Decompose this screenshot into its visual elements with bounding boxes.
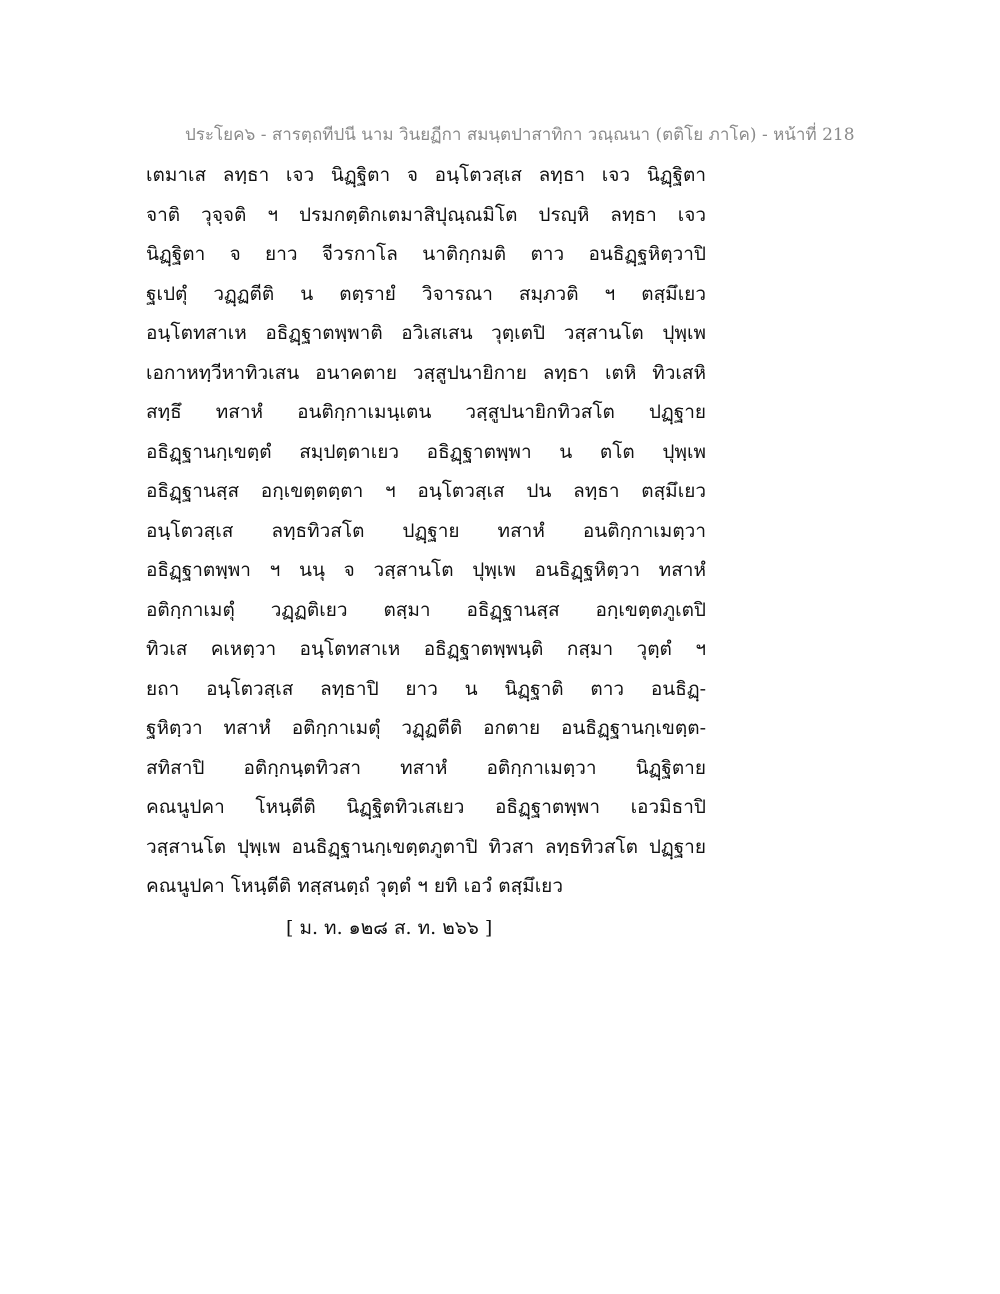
text-line: ฐเปตุํ วฏฺฏตีติ น ตตฺรายํ วิจารณา สมฺภวติ ฯ ตสฺมึเยว: [146, 282, 706, 305]
text-line: คณนูปคา โหนฺตีติ นิฏฺฐิตทิวเสเยว อธิฏฺฐาตพฺพา เอวมิธาปิ: [146, 796, 706, 818]
text-line: อนฺโตทสาเห อธิฏฺฐาตพฺพาติ อวิเสเสน วุตฺเตปิ วสฺสานโต ปุพฺเพ: [146, 322, 706, 344]
running-header: ประโยค๖ - สารตฺถทีปนี นาม วินยฏีกา สมนฺตปาสาทิกา วณฺณนา (ตติโย ภาโค) - หน้าที่ 218: [185, 125, 855, 145]
text-line: อนฺโตวสฺเส ลทฺธทิวสโต ปฏฺฐาย ทสาหํ อนติกฺกาเมตฺวา: [146, 519, 706, 542]
text-line: นิฏฺฐิตา จ ยาว จีวรกาโล นาติกฺกมติ ตาว อนธิฏฺฐหิตฺวาปิ: [146, 243, 706, 265]
text-line: สทฺธึ ทสาหํ อนติกฺกาเมนฺเตน วสฺสูปนายิกทิวสโต ปฏฺฐาย: [146, 401, 706, 423]
text-line: เอกาหทฺวีหาทิวเสน อนาคตาย วสฺสูปนายิกาย ลทฺธา เตหิ ทิวเสหิ: [146, 361, 706, 384]
text-line: จาติ วุจฺจติ ฯ ปรมกตฺติกเตมาสิปุณฺณมิโต ปรญฺหิ ลทฺธา เจว: [146, 203, 706, 226]
text-line: เตมาเส ลทฺธา เจว นิฏฺฐิตา จ อนฺโตวสฺเส ลทฺธา เจว นิฏฺฐิตา: [146, 164, 706, 186]
text-line: อธิฏฺฐาตพฺพา ฯ นนุ จ วสฺสานโต ปุพฺเพ อนธิฏฺฐหิตฺวา ทสาหํ: [146, 559, 706, 581]
text-line: สทิสาปิ อติกฺกนฺตทิวสา ทสาหํ อติกฺกาเมตฺวา นิฏฺฐิตาย: [146, 756, 706, 779]
text-line: ฐหิตฺวา ทสาหํ อติกฺกาเมตุํ วฏฺฏตีติ อกตาย อนธิฏฺฐานกฺเขตฺต-: [146, 717, 706, 739]
text-line: อติกฺกาเมตุํ วฏฺฏติเยว ตสฺมา อธิฏฺฐานสฺส อกฺเขตฺตภูเตปิ: [146, 598, 706, 621]
text-line: ยถา อนฺโตวสฺเส ลทฺธาปิ ยาว น นิฏฺฐาติ ตาว อนธิฏฺ-: [146, 677, 706, 700]
text-line: อธิฏฺฐานสฺส อกฺเขตฺตตฺตา ฯ อนฺโตวสฺเส ปน ลทฺธา ตสฺมึเยว: [146, 480, 706, 502]
body-text: [146, 156, 706, 907]
citation-reference: [ ม. ท. ๑๒๘ ส. ท. ๒๖๖ ]: [286, 917, 493, 939]
text-line: วสฺสานโต ปุพฺเพ อนธิฏฺฐานกฺเขตฺตภูตาปิ ทิวสา ลทฺธทิวสโต ปฏฺฐาย: [146, 835, 706, 858]
text-line: คณนูปคา โหนฺตีติ ทสฺสนตฺถํ วุตฺตํ ฯ ยทิ เอวํ ตสฺมึเยว: [146, 875, 563, 897]
text-line: อธิฏฺฐานกฺเขตฺตํ สมฺปตฺตาเยว อธิฏฺฐาตพฺพา น ตโต ปุพฺเพ: [146, 440, 706, 463]
text-line: ทิวเส คเหตฺวา อนฺโตทสาเห อธิฏฺฐาตพฺพนฺติ กสฺมา วุตฺตํ ฯ: [146, 638, 706, 660]
